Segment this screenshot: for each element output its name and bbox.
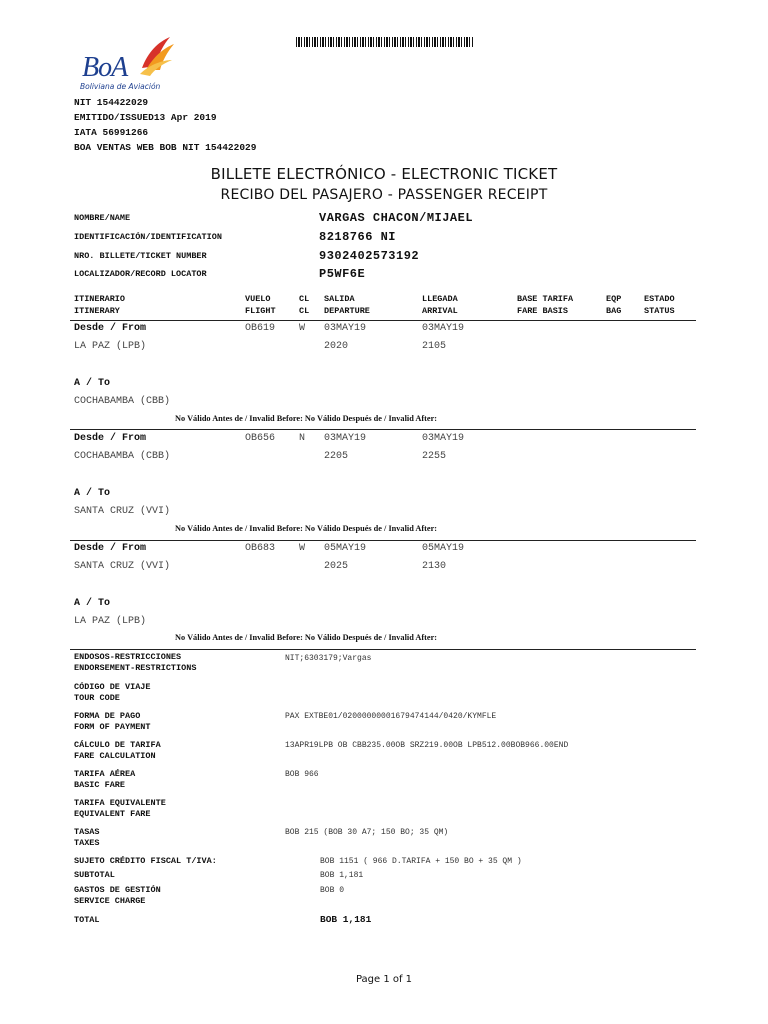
segment-validity: No Válido Antes de / Invalid Before: No Válido Después de / Invalid After: (175, 633, 438, 642)
name-value: VARGAS CHACON/MIJAEL (319, 211, 474, 225)
issuer-nit: NIT 154422029 (74, 97, 149, 108)
segment-validity: No Válido Antes de / Invalid Before: No Válido Después de / Invalid After: (175, 414, 438, 423)
tour-code-label: CÓDIGO DE VIAJE TOUR CODE (74, 682, 151, 704)
segment-arrival-time: 2255 (422, 451, 447, 462)
fare-calculation-label: CÁLCULO DE TARIFA FARE CALCULATION (74, 740, 161, 762)
service-charge-value: BOB 0 (320, 886, 345, 895)
issuer-office: BOA VENTAS WEB BOB NIT 154422029 (74, 142, 257, 153)
fare-calculation-value: 13APR19LPB OB CBB235.00OB SRZ219.00OB LPB512.00BOB966.00END (285, 741, 569, 750)
identification-label: IDENTIFICACIÓN/IDENTIFICATION (74, 232, 222, 242)
basic-fare-label: TARIFA AÉREA BASIC FARE (74, 769, 136, 791)
issuer-issued: EMITIDO/ISSUED13 Apr 2019 (74, 112, 217, 123)
fiscal-credit-value: BOB 1151 ( 966 D.TARIFA + 150 BO + 35 QM ) (320, 857, 522, 866)
service-charge-label: GASTOS DE GESTIÓN SERVICE CHARGE (74, 885, 161, 907)
segment-flight: OB656 (245, 433, 276, 444)
identification-value: 8218766 NI (319, 230, 397, 244)
subtotal-value: BOB 1,181 (320, 871, 364, 880)
record-locator-value: P5WF6E (319, 267, 366, 281)
segment-arrival-date: 03MAY19 (422, 323, 465, 334)
segment-destination: LA PAZ (LPB) (74, 616, 147, 627)
col-fare-basis: BASE TARIFA FARE BASIS (517, 294, 574, 317)
record-locator-label: LOCALIZADOR/RECORD LOCATOR (74, 269, 207, 279)
segment-arrival-time: 2105 (422, 341, 447, 352)
segment-from-label: Desde / From (74, 323, 147, 334)
issuer-iata: IATA 56991266 (74, 127, 149, 138)
segment-validity: No Válido Antes de / Invalid Before: No Válido Después de / Invalid After: (175, 524, 438, 533)
segment-class: N (299, 433, 306, 444)
segment-departure-time: 2205 (324, 451, 349, 462)
total-label: TOTAL (74, 915, 100, 925)
segment-departure-date: 03MAY19 (324, 323, 367, 334)
segment-destination: SANTA CRUZ (VVI) (74, 506, 171, 517)
segment-flight: OB683 (245, 543, 276, 554)
segment-arrival-time: 2130 (422, 561, 447, 572)
barcode (296, 37, 474, 47)
segment-flight: OB619 (245, 323, 276, 334)
total-value: BOB 1,181 (320, 914, 372, 925)
segment-from-label: Desde / From (74, 433, 147, 444)
segment-arrival-date: 05MAY19 (422, 543, 465, 554)
col-class: CL CL (299, 294, 310, 317)
col-bag: EQP BAG (606, 294, 622, 317)
segment-departure-date: 05MAY19 (324, 543, 367, 554)
divider (70, 649, 696, 650)
segment-to-label: A / To (74, 488, 111, 499)
basic-fare-value: BOB 966 (285, 770, 319, 779)
divider (70, 540, 696, 541)
fiscal-credit-label: SUJETO CRÉDITO FISCAL T/IVA: (74, 856, 217, 866)
segment-departure-time: 2020 (324, 341, 349, 352)
page-title: BILLETE ELECTRÓNICO - ELECTRONIC TICKET (210, 165, 558, 183)
segment-destination: COCHABAMBA (CBB) (74, 396, 171, 407)
segment-class: W (299, 543, 306, 554)
segment-to-label: A / To (74, 598, 111, 609)
col-status: ESTADO STATUS (644, 294, 675, 317)
payment-value: PAX EXTBE01/02000000001679474144/0420/KYMFLE (285, 712, 497, 721)
divider (70, 429, 696, 430)
logo-brand: BoA (82, 52, 128, 83)
equivalent-fare-label: TARIFA EQUIVALENTE EQUIVALENT FARE (74, 798, 166, 820)
taxes-label: TASAS TAXES (74, 827, 100, 849)
boa-logo (74, 34, 184, 94)
segment-departure-date: 03MAY19 (324, 433, 367, 444)
segment-to-label: A / To (74, 378, 111, 389)
ticket-number-label: NRO. BILLETE/TICKET NUMBER (74, 251, 207, 261)
ticket-number-value: 9302402573192 (319, 249, 420, 263)
col-arrival: LLEGADA ARRIVAL (422, 294, 458, 317)
name-label: NOMBRE/NAME (74, 213, 131, 223)
segment-origin: COCHABAMBA (CBB) (74, 451, 171, 462)
subtotal-label: SUBTOTAL (74, 870, 115, 880)
taxes-value: BOB 215 (BOB 30 A7; 150 BO; 35 QM) (285, 828, 449, 837)
endorsement-value: NIT;6303179;Vargas (285, 654, 372, 663)
segment-from-label: Desde / From (74, 543, 147, 554)
payment-label: FORMA DE PAGO FORM OF PAYMENT (74, 711, 151, 733)
col-flight: VUELO FLIGHT (245, 294, 276, 317)
segment-arrival-date: 03MAY19 (422, 433, 465, 444)
logo-tagline: Boliviana de Aviación (80, 82, 161, 91)
endorsement-label: ENDOSOS-RESTRICCIONES ENDORSEMENT-RESTRICTIONS (74, 652, 197, 674)
segment-departure-time: 2025 (324, 561, 349, 572)
col-itinerary: ITINERARIO ITINERARY (74, 294, 126, 317)
segment-origin: LA PAZ (LPB) (74, 341, 147, 352)
page-subtitle: RECIBO DEL PASAJERO - PASSENGER RECEIPT (220, 187, 548, 203)
segment-origin: SANTA CRUZ (VVI) (74, 561, 171, 572)
col-departure: SALIDA DEPARTURE (324, 294, 370, 317)
page-number: Page 1 of 1 (355, 974, 413, 985)
segment-class: W (299, 323, 306, 334)
divider (70, 320, 696, 321)
